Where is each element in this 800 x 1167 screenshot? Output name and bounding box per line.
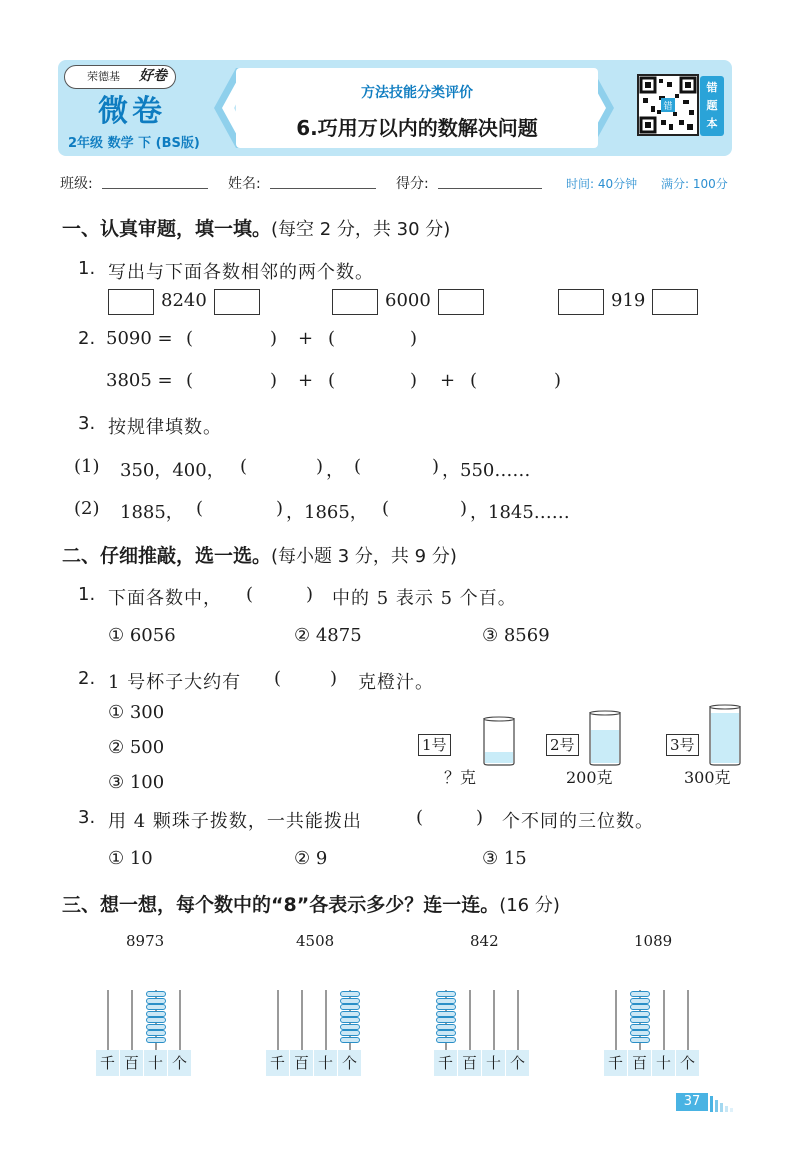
p1-q3-line1-sep: ， xyxy=(326,460,344,481)
cup-3-icon xyxy=(708,704,742,766)
abacus-rod xyxy=(687,990,689,1050)
abacus-rod xyxy=(325,990,327,1050)
cup-weight-1: ？克 xyxy=(444,768,477,787)
p1-q3-number: 3. xyxy=(78,413,96,434)
p2-q3-option-2[interactable]: ② 9 xyxy=(294,848,328,869)
p1-q1-text: 写出与下面各数相邻的两个数。 xyxy=(108,262,374,283)
paren-open: ( xyxy=(186,370,194,391)
answer-box-6000-before[interactable] xyxy=(332,289,378,315)
place-label: 百 xyxy=(458,1050,482,1076)
paren-close: ) xyxy=(410,328,418,349)
cup-rim xyxy=(484,717,514,721)
place-label: 个 xyxy=(506,1050,530,1076)
mistake-book-tag xyxy=(700,76,724,136)
paren-close: ) xyxy=(306,584,314,605)
place-label: 百 xyxy=(290,1050,314,1076)
abacus-bead[interactable] xyxy=(340,1011,360,1017)
cup-weight-2: 200克 xyxy=(566,768,613,787)
abacus-number-2: 4508 xyxy=(296,932,335,950)
abacus-base-2 xyxy=(266,1050,362,1076)
score-label: 得分: xyxy=(396,176,429,192)
paren-close: ) xyxy=(460,498,468,519)
abacus-rod xyxy=(179,990,181,1050)
abacus-bead[interactable] xyxy=(340,1037,360,1043)
answer-box-919-before[interactable] xyxy=(558,289,604,315)
part3-title: 三、想一想，每个数中的“8”各表示多少？连一连。 xyxy=(62,894,500,916)
p1-q3-line2-start: 1885， xyxy=(120,502,184,523)
page-bars-icon xyxy=(710,1094,738,1112)
place-label: 十 xyxy=(314,1050,338,1076)
abacus-number-3: 842 xyxy=(470,932,499,950)
abacus-bead[interactable] xyxy=(630,991,650,997)
place-label: 百 xyxy=(628,1050,652,1076)
paren-close: ) xyxy=(554,370,562,391)
paren-open: ( xyxy=(246,584,254,605)
abacus-bead[interactable] xyxy=(436,991,456,997)
p2-q2-text-b: 克橙汁。 xyxy=(358,672,434,693)
paren-open: ( xyxy=(470,370,478,391)
part2-heading xyxy=(62,541,457,568)
place-label: 千 xyxy=(434,1050,458,1076)
place-label: 十 xyxy=(144,1050,168,1076)
abacus-bead[interactable] xyxy=(146,991,166,997)
paren-close: ) xyxy=(316,456,324,477)
plus-sign: + xyxy=(298,328,314,349)
p2-q1-text-a: 下面各数中， xyxy=(108,588,222,609)
p2-q3-number: 3. xyxy=(78,807,96,828)
place-label: 千 xyxy=(604,1050,628,1076)
cup-2-icon xyxy=(588,710,622,766)
answer-box-8240-after[interactable] xyxy=(214,289,260,315)
abacus-bead[interactable] xyxy=(340,998,360,1004)
abacus-rod xyxy=(517,990,519,1050)
cup-juice-level xyxy=(711,713,739,763)
paren-close: ) xyxy=(432,456,440,477)
part3-note: (16 分) xyxy=(499,895,560,916)
answer-box-8240-before[interactable] xyxy=(108,289,154,315)
abacus-bead[interactable] xyxy=(630,1011,650,1017)
cup-juice-level xyxy=(485,752,513,763)
cup-juice-level xyxy=(591,730,619,763)
paren-open: ( xyxy=(416,807,424,828)
abacus-rod xyxy=(107,990,109,1050)
full-score: 满分: 100分 xyxy=(661,177,728,191)
abacus-bead[interactable] xyxy=(436,1004,456,1010)
place-label: 百 xyxy=(120,1050,144,1076)
abacus-bead[interactable] xyxy=(436,1011,456,1017)
abacus-number-1: 8973 xyxy=(126,932,165,950)
abacus-bead[interactable] xyxy=(436,1017,456,1023)
name-label: 姓名: xyxy=(228,176,261,192)
part2-note: (每小题 3 分，共 9 分) xyxy=(271,546,457,567)
paren-close: ) xyxy=(270,328,278,349)
abacus-rod xyxy=(663,990,665,1050)
p2-q1-option-3[interactable]: ③ 8569 xyxy=(482,625,550,646)
lesson-title: 6.巧用万以内的数解决问题 xyxy=(296,116,538,140)
class-label: 班级: xyxy=(60,176,93,192)
abacus-rod xyxy=(301,990,303,1050)
class-field[interactable] xyxy=(102,188,208,189)
p2-q3-text-a: 用 4 颗珠子拨数，一共能拨出 xyxy=(108,811,362,832)
p2-q2-number: 2. xyxy=(78,668,96,689)
cup-1-icon xyxy=(482,716,516,766)
part3-heading xyxy=(62,890,560,917)
p1-q1-value-3: 919 xyxy=(611,290,646,311)
page-number: 37 xyxy=(676,1093,708,1111)
brand-name: 荣德基 xyxy=(87,70,120,83)
part1-note: (每空 2 分，共 30 分) xyxy=(271,219,451,240)
abacus-bead[interactable] xyxy=(146,998,166,1004)
time-limit: 时间: 40分钟 xyxy=(566,177,638,191)
abacus-bead[interactable] xyxy=(436,1037,456,1043)
p1-q1-number: 1. xyxy=(78,258,96,279)
abacus-rod xyxy=(277,990,279,1050)
abacus-rod xyxy=(131,990,133,1050)
p1-q3-line1-start: 350，400， xyxy=(120,460,225,481)
abacus-bead[interactable] xyxy=(436,1024,456,1030)
paren-close: ) xyxy=(410,370,418,391)
abacus-bead[interactable] xyxy=(630,1030,650,1036)
abacus-bead[interactable] xyxy=(146,1017,166,1023)
paren-open: ( xyxy=(240,456,248,477)
p2-q1-number: 1. xyxy=(78,584,96,605)
place-label: 个 xyxy=(676,1050,700,1076)
cup-rim xyxy=(710,705,740,709)
p1-q2-line2-lhs: 3805 = xyxy=(106,370,173,391)
p2-q2-option-3[interactable]: ③ 100 xyxy=(108,772,165,793)
p1-q3-line2-label: (2) xyxy=(74,498,100,519)
name-field[interactable] xyxy=(270,188,376,189)
plus-sign: + xyxy=(440,370,456,391)
qr-code-icon[interactable] xyxy=(637,74,699,136)
p2-q3-option-1[interactable]: ① 10 xyxy=(108,848,153,869)
p2-q1-option-2[interactable]: ② 4875 xyxy=(294,625,362,646)
paren-close: ) xyxy=(270,370,278,391)
p1-q2-number: 2. xyxy=(78,328,96,349)
abacus-bead[interactable] xyxy=(630,1024,650,1030)
part1-title: 一、认真审题，填一填。 xyxy=(62,218,272,240)
abacus-bead[interactable] xyxy=(340,1017,360,1023)
paren-open: ( xyxy=(274,668,282,689)
part1-heading xyxy=(62,214,450,241)
abacus-bead[interactable] xyxy=(146,1011,166,1017)
grade-label: 2年级 数学 下 (BS版) xyxy=(68,136,200,151)
abacus-bead[interactable] xyxy=(630,998,650,1004)
paren-open: ( xyxy=(328,370,336,391)
p2-q2-option-1[interactable]: ① 300 xyxy=(108,702,165,723)
abacus-bead[interactable] xyxy=(340,1024,360,1030)
abacus-bead[interactable] xyxy=(340,991,360,997)
cup-label-3: 3号 xyxy=(666,734,699,756)
p2-q1-option-1[interactable]: ① 6056 xyxy=(108,625,176,646)
paren-close: ) xyxy=(330,668,338,689)
p1-q3-line2-mid: ，1865， xyxy=(286,502,368,523)
p1-q3-line1-label: (1) xyxy=(74,456,100,477)
abacus-bead[interactable] xyxy=(340,1004,360,1010)
p1-q3-text: 按规律填数。 xyxy=(108,417,222,438)
series-title: 微卷 xyxy=(98,94,166,129)
cup-label-1: 1号 xyxy=(418,734,451,756)
abacus-bead[interactable] xyxy=(146,1030,166,1036)
place-label: 个 xyxy=(338,1050,362,1076)
abacus-bead[interactable] xyxy=(340,1030,360,1036)
paren-open: ( xyxy=(186,328,194,349)
cup-weight-3: 300克 xyxy=(684,768,731,787)
qr-center-label: 错 xyxy=(663,102,673,112)
abacus-rod xyxy=(615,990,617,1050)
p2-q3-option-3[interactable]: ③ 15 xyxy=(482,848,527,869)
cup-rim xyxy=(590,711,620,715)
abacus-bead[interactable] xyxy=(630,1037,650,1043)
p1-q1-value-2: 6000 xyxy=(385,290,431,311)
abacus-bead[interactable] xyxy=(436,998,456,1004)
part2-title: 二、仔细推敲，选一选。 xyxy=(62,545,272,567)
paren-close: ) xyxy=(276,498,284,519)
p1-q3-line2-end: ，1845…… xyxy=(470,502,570,523)
p1-q1-value-1: 8240 xyxy=(161,290,207,311)
answer-box-919-after[interactable] xyxy=(652,289,698,315)
mistake-book-label: 错题本 xyxy=(706,81,718,130)
abacus-base-4 xyxy=(604,1050,700,1076)
paren-open: ( xyxy=(196,498,204,519)
place-label: 十 xyxy=(652,1050,676,1076)
abacus-bead[interactable] xyxy=(630,1004,650,1010)
abacus-bead[interactable] xyxy=(146,1024,166,1030)
paren-open: ( xyxy=(354,456,362,477)
abacus-rod xyxy=(469,990,471,1050)
place-label: 千 xyxy=(266,1050,290,1076)
p2-q2-option-2[interactable]: ② 500 xyxy=(108,737,165,758)
cup-label-2: 2号 xyxy=(546,734,579,756)
p2-q1-text-b: 中的 5 表示 5 个百。 xyxy=(332,588,517,609)
place-label: 千 xyxy=(96,1050,120,1076)
abacus-bead[interactable] xyxy=(436,1030,456,1036)
p1-q3-line1-end: ，550…… xyxy=(442,460,531,481)
place-label: 十 xyxy=(482,1050,506,1076)
abacus-base-3 xyxy=(434,1050,530,1076)
p2-q3-text-b: 个不同的三位数。 xyxy=(502,811,654,832)
abacus-bead[interactable] xyxy=(146,1004,166,1010)
section-label: 方法技能分类评价 xyxy=(361,85,473,101)
abacus-base-1 xyxy=(96,1050,192,1076)
p1-q2-line1-lhs: 5090 = xyxy=(106,328,173,349)
paren-open: ( xyxy=(382,498,390,519)
abacus-number-4: 1089 xyxy=(634,932,673,950)
abacus-bead[interactable] xyxy=(146,1037,166,1043)
place-label: 个 xyxy=(168,1050,192,1076)
paren-open: ( xyxy=(328,328,336,349)
brand-hao: 好卷 xyxy=(139,68,167,84)
abacus-bead[interactable] xyxy=(630,1017,650,1023)
abacus-rod xyxy=(493,990,495,1050)
answer-box-6000-after[interactable] xyxy=(438,289,484,315)
score-field[interactable] xyxy=(438,188,542,189)
p2-q2-text-a: 1 号杯子大约有 xyxy=(108,672,242,693)
plus-sign: + xyxy=(298,370,314,391)
paren-close: ) xyxy=(476,807,484,828)
